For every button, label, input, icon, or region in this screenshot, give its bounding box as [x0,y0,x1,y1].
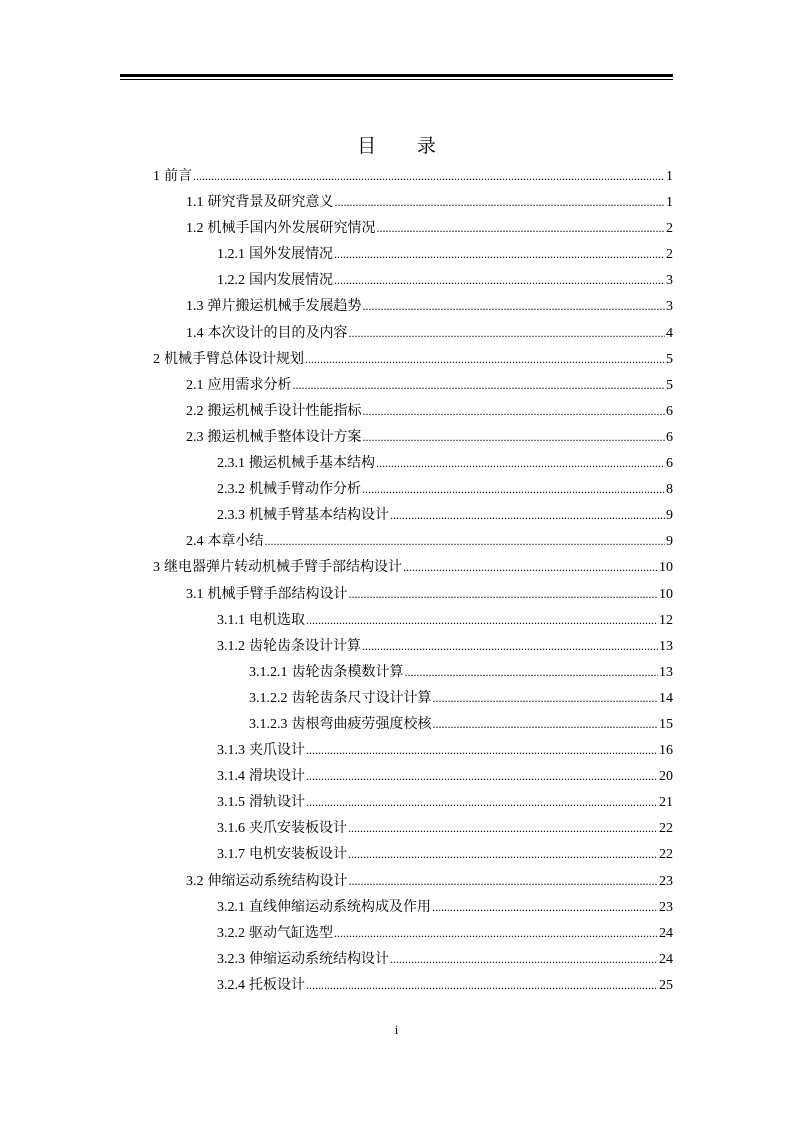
toc-entry-page: 22 [659,847,673,863]
toc-dot-leader [362,633,658,659]
toc-dot-leader [349,320,666,346]
toc-entry-number: 3.1.6 [217,821,245,837]
toc-entry-page: 10 [659,586,673,602]
toc-dot-leader [306,763,658,789]
toc-entry-title: 搬运机械手整体设计方案 [207,429,362,445]
toc-entry-number: 2 [153,351,160,367]
toc-entry-title: 机械手国内外发展研究情况 [207,221,376,237]
toc-dot-leader [363,398,666,424]
toc-dot-leader [363,293,666,319]
toc-entry[interactable] [153,633,673,659]
toc-entry[interactable] [153,685,673,711]
toc-entry[interactable] [153,972,673,998]
toc-entry[interactable] [153,763,673,789]
toc-entry[interactable] [153,267,673,293]
toc-entry-page: 8 [666,482,673,498]
toc-entry[interactable] [153,346,673,372]
toc-dot-leader [433,685,659,711]
toc-entry[interactable] [153,528,673,554]
toc-entry[interactable] [153,241,673,267]
toc-entry-number: 1.2 [186,221,204,237]
toc-entry-number: 2.2 [186,403,204,419]
toc-entry-page: 3 [666,299,673,315]
toc-entry-number: 3.1.2.2 [249,690,288,706]
toc-dot-leader [334,920,658,946]
toc-entry-title: 滑块设计 [249,769,305,785]
toc-dot-leader [334,267,665,293]
toc-entry-number: 2.3 [186,429,204,445]
toc-entry[interactable] [153,841,673,867]
toc-entry-page: 23 [659,899,673,915]
toc-entry-title: 搬运机械手设计性能指标 [207,403,362,419]
toc-entry-number: 2.1 [186,377,204,393]
toc-entry[interactable] [153,737,673,763]
toc-entry[interactable] [153,894,673,920]
toc-entry-title: 本章小结 [207,534,264,550]
toc-entry-page: 15 [659,716,673,732]
toc-entry-number: 2.4 [186,534,204,550]
toc-dot-leader [348,815,658,841]
toc-entry-number: 3.2.3 [217,951,245,967]
toc-entry-title: 伸缩运动系统结构设计 [249,951,389,967]
toc-entry-number: 2.3.2 [217,482,245,498]
toc-entry[interactable] [153,424,673,450]
toc-entry-page: 10 [659,560,673,576]
toc-dot-leader [193,163,665,189]
toc-entry-page: 5 [666,377,673,393]
toc-dot-leader [306,972,658,998]
toc-entry-page: 16 [659,743,673,759]
toc-entry-title: 夹爪安装板设计 [249,821,347,837]
toc-entry-title: 国外发展情况 [249,247,333,263]
toc-entry[interactable] [153,920,673,946]
table-of-contents [153,163,673,998]
toc-entry-number: 3 [153,560,160,576]
toc-entry-page: 1 [666,169,673,184]
header-rule-thick [120,74,673,77]
toc-entry-number: 2.3.3 [217,508,245,524]
toc-dot-leader [432,894,658,920]
toc-entry[interactable] [153,163,673,189]
toc-dot-leader [306,789,658,815]
toc-entry[interactable] [153,293,673,319]
toc-entry[interactable] [153,868,673,894]
toc-entry-number: 1.4 [186,325,204,341]
toc-entry-page: 6 [666,429,673,445]
toc-dot-leader [349,581,659,607]
toc-entry[interactable] [153,320,673,346]
toc-entry-page: 9 [666,534,673,550]
toc-entry-title: 伸缩运动系统结构设计 [207,873,348,889]
header-rule-thin [120,79,673,80]
toc-entry-title: 国内发展情况 [249,273,333,289]
toc-entry-number: 3.2.4 [217,977,245,993]
toc-entry-page: 24 [659,925,673,941]
toc-entry-page: 21 [659,795,673,811]
toc-dot-leader [390,946,658,972]
toc-entry-number: 1.1 [186,195,204,211]
toc-entry-title: 机械手臂手部结构设计 [207,586,348,602]
toc-dot-leader [293,372,666,398]
toc-dot-leader [403,554,658,580]
toc-entry-page: 22 [659,821,673,837]
toc-entry-title: 机械手臂总体设计规划 [164,351,304,367]
toc-entry-title: 机械手臂基本结构设计 [249,508,389,524]
page-number-footer: i [394,1022,399,1037]
toc-entry-page: 20 [659,769,673,785]
toc-entry-number: 2.3.1 [217,456,245,472]
toc-dot-leader [306,737,658,763]
toc-entry-number: 1.2.2 [217,273,245,289]
toc-entry-title: 驱动气缸选型 [249,925,333,941]
toc-entry[interactable] [153,554,673,580]
toc-entry-number: 3.2.2 [217,925,245,941]
toc-entry-title: 研究背景及研究意义 [207,195,334,211]
toc-dot-leader [305,346,665,372]
toc-entry-number: 3.1.2 [217,638,245,654]
toc-entry-number: 3.1.1 [217,612,245,628]
toc-entry-title: 弹片搬运机械手发展趋势 [207,299,362,315]
toc-entry[interactable] [153,502,673,528]
toc-dot-leader [334,241,665,267]
toc-dot-leader [433,711,659,737]
toc-entry[interactable] [153,659,673,685]
toc-entry[interactable] [153,789,673,815]
toc-entry-page: 6 [666,456,673,472]
toc-entry-title: 夹爪设计 [249,743,305,759]
toc-entry[interactable] [153,398,673,424]
toc-entry[interactable] [153,450,673,476]
toc-entry-number: 1.2.1 [217,247,245,263]
toc-entry-number: 3.2 [186,873,204,889]
toc-dot-leader [265,528,666,554]
toc-entry-title: 滑轨设计 [249,795,305,811]
toc-dot-leader [335,189,666,215]
toc-entry[interactable] [153,476,673,502]
toc-entry-title: 搬运机械手基本结构 [249,456,375,472]
toc-entry[interactable] [153,189,673,215]
toc-entry-title: 前言 [164,169,192,184]
toc-dot-leader [348,841,658,867]
toc-entry-title: 齿轮齿条尺寸设计计算 [291,690,432,706]
toc-entry-number: 3.2.1 [217,899,245,915]
toc-entry[interactable] [153,815,673,841]
toc-dot-leader [376,450,665,476]
toc-entry-page: 4 [666,325,673,341]
toc-entry[interactable] [153,215,673,241]
toc-entry-page: 13 [659,664,673,680]
toc-entry-number: 3.1.7 [217,847,245,863]
toc-dot-leader [362,476,665,502]
toc-entry-number: 3.1.2.1 [249,664,288,680]
toc-entry-number: 3.1.4 [217,769,245,785]
toc-entry[interactable] [153,372,673,398]
toc-entry[interactable] [153,946,673,972]
toc-entry-page: 23 [659,873,673,889]
toc-entry[interactable] [153,581,673,607]
toc-dot-leader [306,607,658,633]
toc-entry[interactable] [153,711,673,737]
toc-entry-title: 继电器弹片转动机械手臂手部结构设计 [164,560,402,576]
toc-entry-page: 1 [666,195,673,211]
toc-entry-page: 2 [666,247,673,263]
toc-entry-number: 3.1.3 [217,743,245,759]
toc-entry-title: 齿轮齿条设计计算 [249,638,361,654]
toc-dot-leader [377,215,666,241]
toc-entry-title: 齿轮齿条模数计算 [291,664,404,680]
toc-dot-leader [390,502,665,528]
toc-entry-title: 电机安装板设计 [249,847,347,863]
toc-entry-number: 1 [153,169,160,184]
toc-entry-number: 1.3 [186,299,204,315]
toc-entry-page: 5 [666,351,673,367]
toc-entry-title: 本次设计的目的及内容 [207,325,348,341]
toc-entry-page: 24 [659,951,673,967]
toc-entry-title: 机械手臂动作分析 [249,482,361,498]
toc-entry-title: 直线伸缩运动系统构成及作用 [249,899,431,915]
toc-dot-leader [349,868,659,894]
toc-dot-leader [363,424,666,450]
toc-entry[interactable] [153,607,673,633]
toc-entry-page: 14 [659,690,673,706]
toc-entry-page: 25 [659,977,673,993]
toc-entry-title: 托板设计 [249,977,305,993]
toc-entry-number: 3.1 [186,586,204,602]
toc-dot-leader [405,659,659,685]
toc-entry-page: 12 [659,612,673,628]
toc-entry-title: 齿根弯曲疲劳强度校核 [291,716,432,732]
toc-entry-page: 2 [666,221,673,237]
toc-entry-title: 电机选取 [249,612,305,628]
toc-entry-page: 3 [666,273,673,289]
toc-title: 目 录 [357,136,454,157]
toc-entry-page: 9 [666,508,673,524]
toc-entry-page: 13 [659,638,673,654]
toc-entry-page: 6 [666,403,673,419]
toc-entry-number: 3.1.2.3 [249,716,288,732]
toc-entry-title: 应用需求分析 [207,377,292,393]
toc-entry-number: 3.1.5 [217,795,245,811]
